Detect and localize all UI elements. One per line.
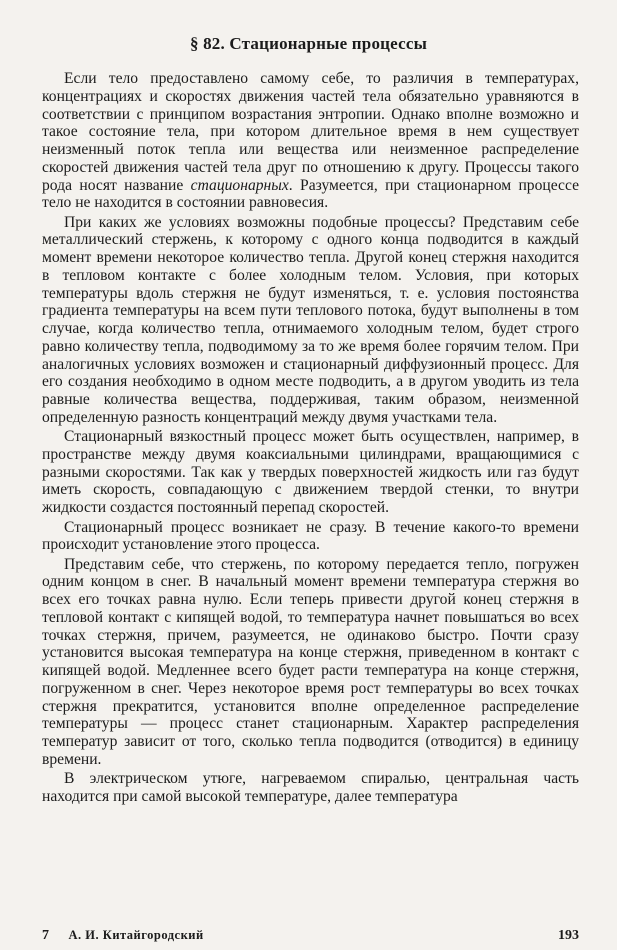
paragraph-1-emphasis: стационарных <box>190 176 289 194</box>
paragraph-1 <box>42 70 579 212</box>
author-name: А. И. Китайгородский <box>68 928 204 942</box>
paragraph-6: В электрическом утюге, нагреваемом спиралью, центральная часть находится при самой высокой температуре, далее температура <box>42 770 579 805</box>
body-text <box>42 70 579 806</box>
signature-mark: 7 <box>42 928 49 943</box>
paragraph-1-tail: . Разумеется, при стационарном процессе тело не находится в состоянии равновесия. <box>42 176 579 212</box>
paragraph-4: Стационарный процесс возникает не сразу. В течение какого-то времени происходит установление этого процесса. <box>42 518 579 554</box>
page-number: 193 <box>558 928 579 943</box>
paragraph-5: Представим себе, что стержень, по которому передается тепло, погружен одним концом в снег. В начальный момент времени температура стержня во всех его точках равна нулю. Если теперь привести другой конец стержня в тепловой контакт с кипящей водой, то температура начнет повышаться во всех точках стержня, причем, разумеется, не одинаково быстро. Почти сразу установится высокая температура на конце стержня, приведенном в контакт с кипящей водой. Медленнее всего будет расти температура на конце стержня, погруженном в снег. Через некоторое время рост температуры во всех точках стержня прекратится, установится вполне определенное распределение температуры — процесс станет стационарным. Характер распределения температур зависит от того, сколько тепла подводится (отводится) в единицу времени. <box>42 555 579 768</box>
paragraph-2: При каких же условиях возможны подобные процессы? Представим себе металлический стержень, к которому с одного конца подводится в каждый момент времени некоторое количество тепла. Другой конец стержня находится в тепловом контакте с более холодным телом. Условия, при которых температуры вдоль стержня не будут изменяться, т. е. условия постоянства градиента температуры на всем пути теплового потока, будут выполнены в том случае, когда количество тепла, отнимаемого холодным телом, будет строго равно количеству тепла, подводимому за то же время более горячим телом. При аналогичных условиях возможен и стационарный диффузионный процесс. Для его создания необходимо в одном месте подводить, а в другом уводить из тела равные количества вещества, поддерживая, таким образом, неизменной определенную разность концентраций между двумя участками тела. <box>42 213 579 426</box>
paragraph-1-text: Если тело предоставлено самому себе, то различия в температурах, концентрациях и скоростях движения частей тела обязательно уравняются в соответствии с принципом возрастания энтропии. Однако вполне возможно и такое состояние тела, при котором длительное время в нем существует неизменный поток тепла или вещества или неизменное распределение скоростей движения частей тела друг по отношению к другу. Процессы такого рода носят название <box>42 70 579 194</box>
footer-left <box>42 928 220 944</box>
paragraph-3: Стационарный вязкостный процесс может быть осуществлен, например, в пространстве между двумя коаксиальными цилиндрами, вращающимися с разными скоростями. Так как у твердых поверхностей жидкость или газ будут иметь скорость, совпадающую с движением твердой стенки, то внутри жидкости создастся постоянный перепад скоростей. <box>42 428 579 517</box>
section-heading: § 82. Стационарные процессы <box>189 34 428 53</box>
page-footer <box>42 928 579 944</box>
